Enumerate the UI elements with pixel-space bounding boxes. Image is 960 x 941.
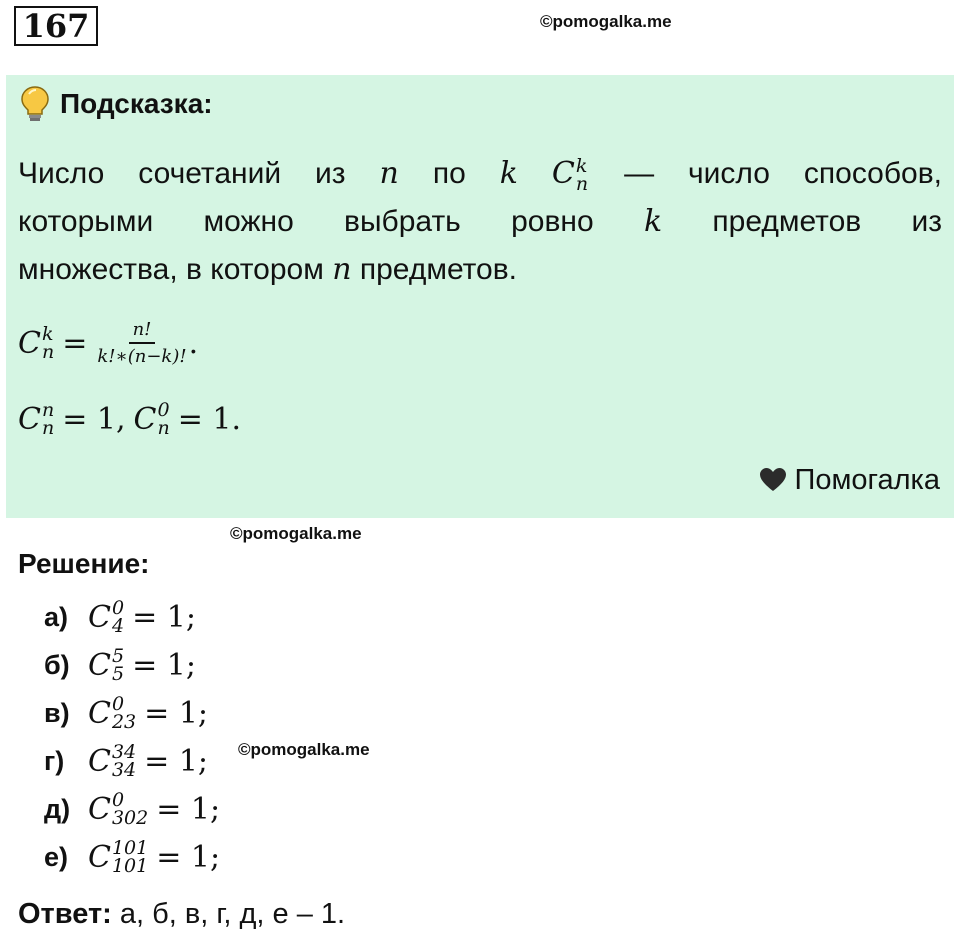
solution-item-b <box>44 641 220 689</box>
solution-item-d <box>44 785 220 833</box>
fraction <box>97 319 186 367</box>
hint-text-part: множества, в котором <box>18 253 324 286</box>
item-rest: = 1; <box>144 695 209 731</box>
sup: 34 <box>111 741 137 763</box>
hint-text-part: предметов. <box>359 253 517 286</box>
var-n: n <box>332 252 352 287</box>
hint-text-part: — число способов, <box>624 157 942 190</box>
sub: 5 <box>111 663 125 685</box>
sup: 0 <box>111 693 125 715</box>
hint-text-part: по <box>432 157 466 190</box>
solution-item-v <box>44 689 220 737</box>
answer-text: а, б, в, г, д, е – 1. <box>111 898 346 930</box>
equals-sign: = <box>62 325 88 361</box>
c-letter: C <box>18 401 41 437</box>
sub: 101 <box>111 855 149 877</box>
watermark-bottom: ©pomogalka.me <box>238 740 370 759</box>
hint-line-2 <box>18 198 942 246</box>
c-letter: C <box>88 791 111 827</box>
hint-line-3 <box>18 246 942 294</box>
solution-item-a <box>44 593 220 641</box>
sub: 23 <box>111 711 137 733</box>
solution-item-e <box>44 833 220 881</box>
hint-header <box>20 84 213 124</box>
sub: n <box>575 173 589 195</box>
hint-text-part: которыми можно выбрать ровно <box>18 205 594 238</box>
watermark-top: ©pomogalka.me <box>540 12 672 31</box>
brand-label: Помогалка <box>794 463 940 496</box>
item-label: е) <box>44 841 69 872</box>
hint-line-1 <box>18 150 942 198</box>
sup: n <box>41 399 55 421</box>
solution-title: Решение: <box>18 548 150 579</box>
sup: 101 <box>111 837 149 859</box>
sup: k <box>575 155 588 177</box>
item-rest: = 1; <box>132 647 196 683</box>
c-letter: C <box>88 695 111 731</box>
item-rest: = 1; <box>156 791 221 827</box>
var-k: k <box>499 156 518 191</box>
item-rest: = 1; <box>156 839 221 875</box>
hint-definition <box>18 150 942 294</box>
c-letter: C <box>133 401 157 437</box>
sub: 302 <box>111 807 149 829</box>
item-label: б) <box>44 649 70 680</box>
var-k: k <box>643 204 663 239</box>
hint-text-part: предметов из <box>712 205 942 238</box>
formula-special-cases <box>18 394 241 444</box>
item-label: д) <box>44 793 71 824</box>
sub: n <box>41 417 55 439</box>
hint-text-part: Число сочетаний из <box>18 157 346 190</box>
item-rest: = 1; <box>144 743 209 779</box>
item-label: г) <box>44 745 65 776</box>
numerator: n! <box>129 319 156 344</box>
hint-title: Подсказка: <box>60 88 213 119</box>
period: . <box>188 325 199 361</box>
sub: 34 <box>111 759 137 781</box>
item-label: в) <box>44 697 70 728</box>
c-letter: C <box>88 647 111 683</box>
solution-list <box>44 593 220 881</box>
sup: 0 <box>157 399 170 421</box>
heart-icon <box>759 467 787 493</box>
c-letter: C <box>88 839 111 875</box>
sub: n <box>41 341 55 363</box>
formula-combinations <box>18 308 198 378</box>
brand-signature <box>759 460 940 500</box>
denominator: k!∗(n−k)! <box>97 346 187 367</box>
lightbulb-icon <box>20 85 50 123</box>
problem-number: 167 <box>14 6 98 46</box>
c-letter: C <box>88 743 111 779</box>
c-letter: C <box>88 599 111 635</box>
formula-rest: = 1. <box>177 401 242 437</box>
item-rest: = 1; <box>132 599 196 635</box>
watermark-middle: ©pomogalka.me <box>230 524 362 543</box>
c-letter: C <box>18 325 41 361</box>
formula-rest: = 1, <box>62 401 126 437</box>
answer-line <box>18 898 345 931</box>
item-label: а) <box>44 601 69 632</box>
sup: k <box>41 323 54 345</box>
binom-symbol <box>551 155 590 195</box>
sup: 0 <box>111 789 125 811</box>
sub: n <box>157 417 170 439</box>
solution-item-g <box>44 737 220 785</box>
answer-label: Ответ: <box>18 898 112 930</box>
sup: 5 <box>111 645 125 667</box>
sub: 4 <box>111 615 125 637</box>
var-n: n <box>379 156 399 191</box>
sup: 0 <box>111 597 125 619</box>
c-letter: C <box>551 156 575 191</box>
hint-box <box>6 75 954 518</box>
